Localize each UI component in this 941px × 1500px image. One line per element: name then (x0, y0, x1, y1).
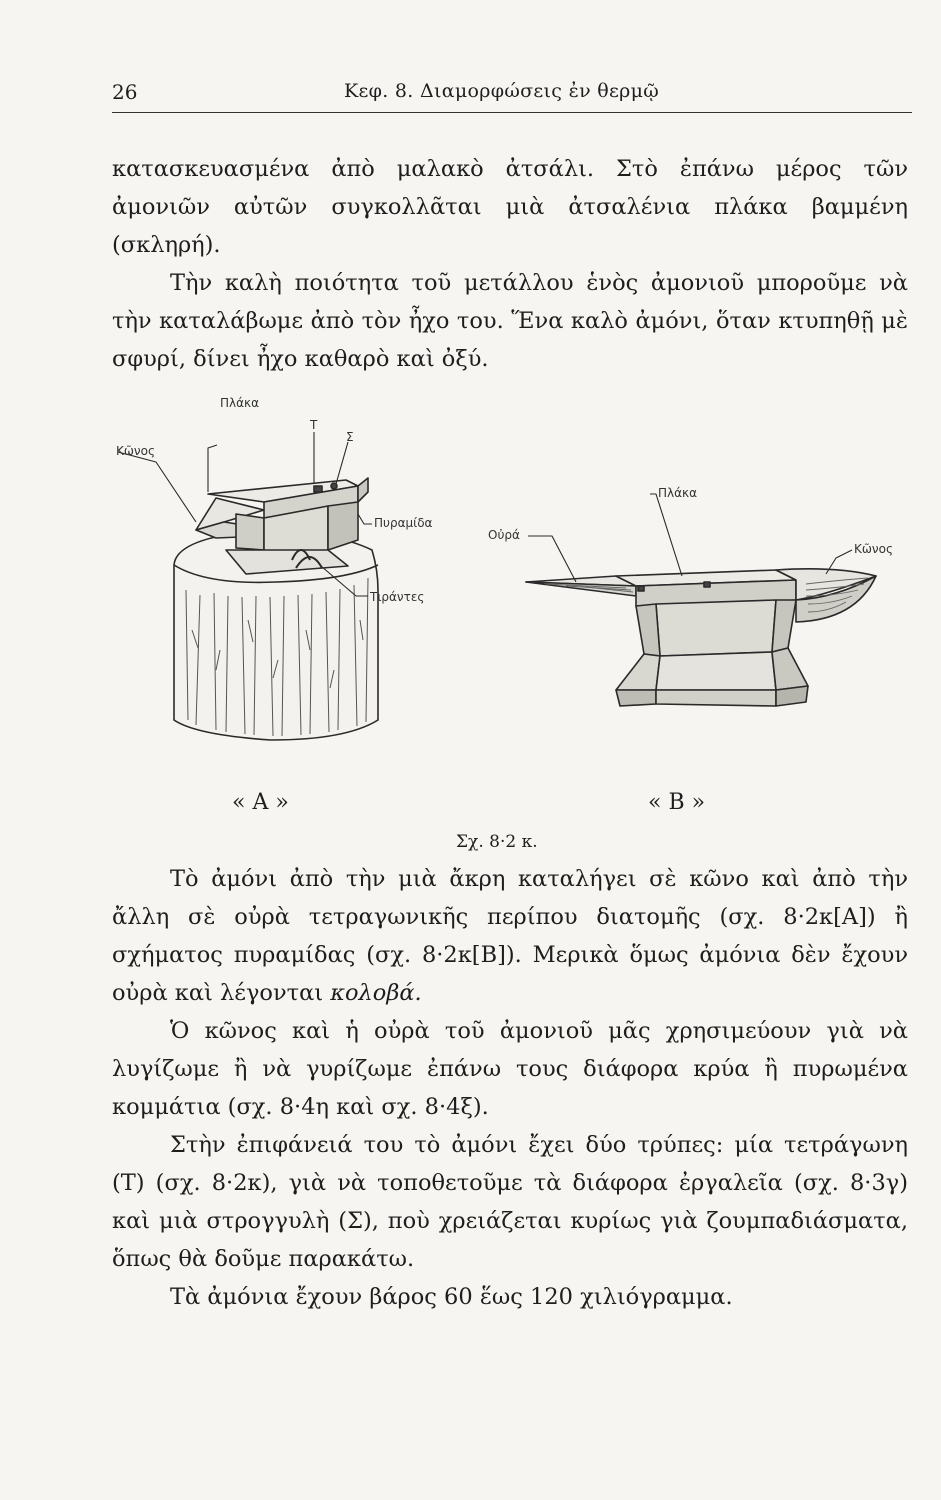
label-a-pyramid: Πυραμίδα (374, 516, 433, 530)
paragraph-4: Ὁ κῶνος καὶ ἡ οὐρὰ τοῦ ἀμονιοῦ μᾶς χρησιμεύουν γιὰ νὰ λυγίζωμε ἢ νὰ γυρίζωμε ἐπάνω τους διάφορα κρύα ἢ πυρωμένα κομμάτια (σχ. 8·4η καὶ σχ. 8·4ξ). (112, 1018, 908, 1120)
label-b-tail: Οὐρά (488, 528, 520, 542)
paragraph-5: Στὴν ἐπιφάνειά του τὸ ἀμόνι ἔχει δύο τρύπες: μία τετράγωνη (T) (σχ. 8·2κ), γιὰ νὰ τοποθετοῦμε τὰ διάφορα ἐργαλεῖα (σχ. 8·3γ) καὶ μιὰ στρογγυλὴ (Σ), ποὺ χρειάζεται κυρίως γιὰ ζουμπαδιάσματα, ὅπως θὰ δοῦμε παρακάτω. (112, 1132, 908, 1272)
label-a-clamps: Τιράντες (370, 590, 425, 604)
label-a-cone: Κῶνος (116, 444, 156, 458)
paragraph-3-text: Τὸ ἀμόνι ἀπὸ τὴν μιὰ ἄκρη καταλήγει σὲ κῶνο καὶ ἀπὸ τὴν ἄλλη σὲ οὐρὰ τετραγωνικῆς περίπου διατομῆς (σχ. 8·2κ[A]) ἢ σχήματος πυραμίδας (σχ. 8·2κ[B]). Μερικὰ ὅμως ἀμόνια δὲν ἔχουν οὐρὰ καὶ λέγονται (112, 866, 908, 1006)
anvil-illustration (96, 390, 926, 830)
label-a-plate: Πλάκα (220, 396, 260, 410)
label-b-cone: Κῶνος (854, 542, 894, 556)
page-header (112, 76, 912, 113)
paragraph-3 (112, 860, 908, 1012)
anvil-a-drawing (118, 432, 378, 740)
figure-b-label: « B » (648, 790, 706, 815)
running-head: Κεφ. 8. Διαμορφώσεις ἐν θερμῷ (344, 80, 660, 102)
figure-caption: Σχ. 8·2 κ. (456, 832, 538, 852)
lower-text-block (112, 860, 908, 1316)
paragraph-3-emphasis: κολοβά. (330, 980, 422, 1006)
paragraph-1: κατασκευασμένα ἀπὸ μαλακὸ ἀτσάλι. Στὸ ἐπάνω μέρος τῶν ἀμονιῶν αὐτῶν συγκολλᾶται μιὰ ἀτσαλένια πλάκα βαμμένη (σκληρή). (112, 156, 908, 258)
anvil-b-drawing (526, 494, 876, 706)
upper-text-block (112, 150, 908, 378)
paragraph-6: Τὰ ἀμόνια ἔχουν βάρος 60 ἕως 120 χιλιόγραμμα. (170, 1284, 733, 1310)
paragraph-2: Τὴν καλὴ ποιότητα τοῦ μετάλλου ἑνὸς ἀμονιοῦ μποροῦμε νὰ τὴν καταλάβωμε ἀπὸ τὸν ἦχο του. Ἕνα καλὸ ἀμόνι, ὅταν κτυπηθῇ μὲ σφυρί, δίνει ἦχο καθαρὸ καὶ ὀξύ. (112, 270, 908, 372)
label-b-plate: Πλάκα (658, 486, 698, 500)
label-a-t: T (310, 418, 318, 432)
figure-a-label: « A » (232, 790, 289, 815)
anvil-figure (96, 390, 926, 830)
page-number: 26 (112, 80, 138, 104)
label-a-sigma: Σ (346, 430, 354, 444)
